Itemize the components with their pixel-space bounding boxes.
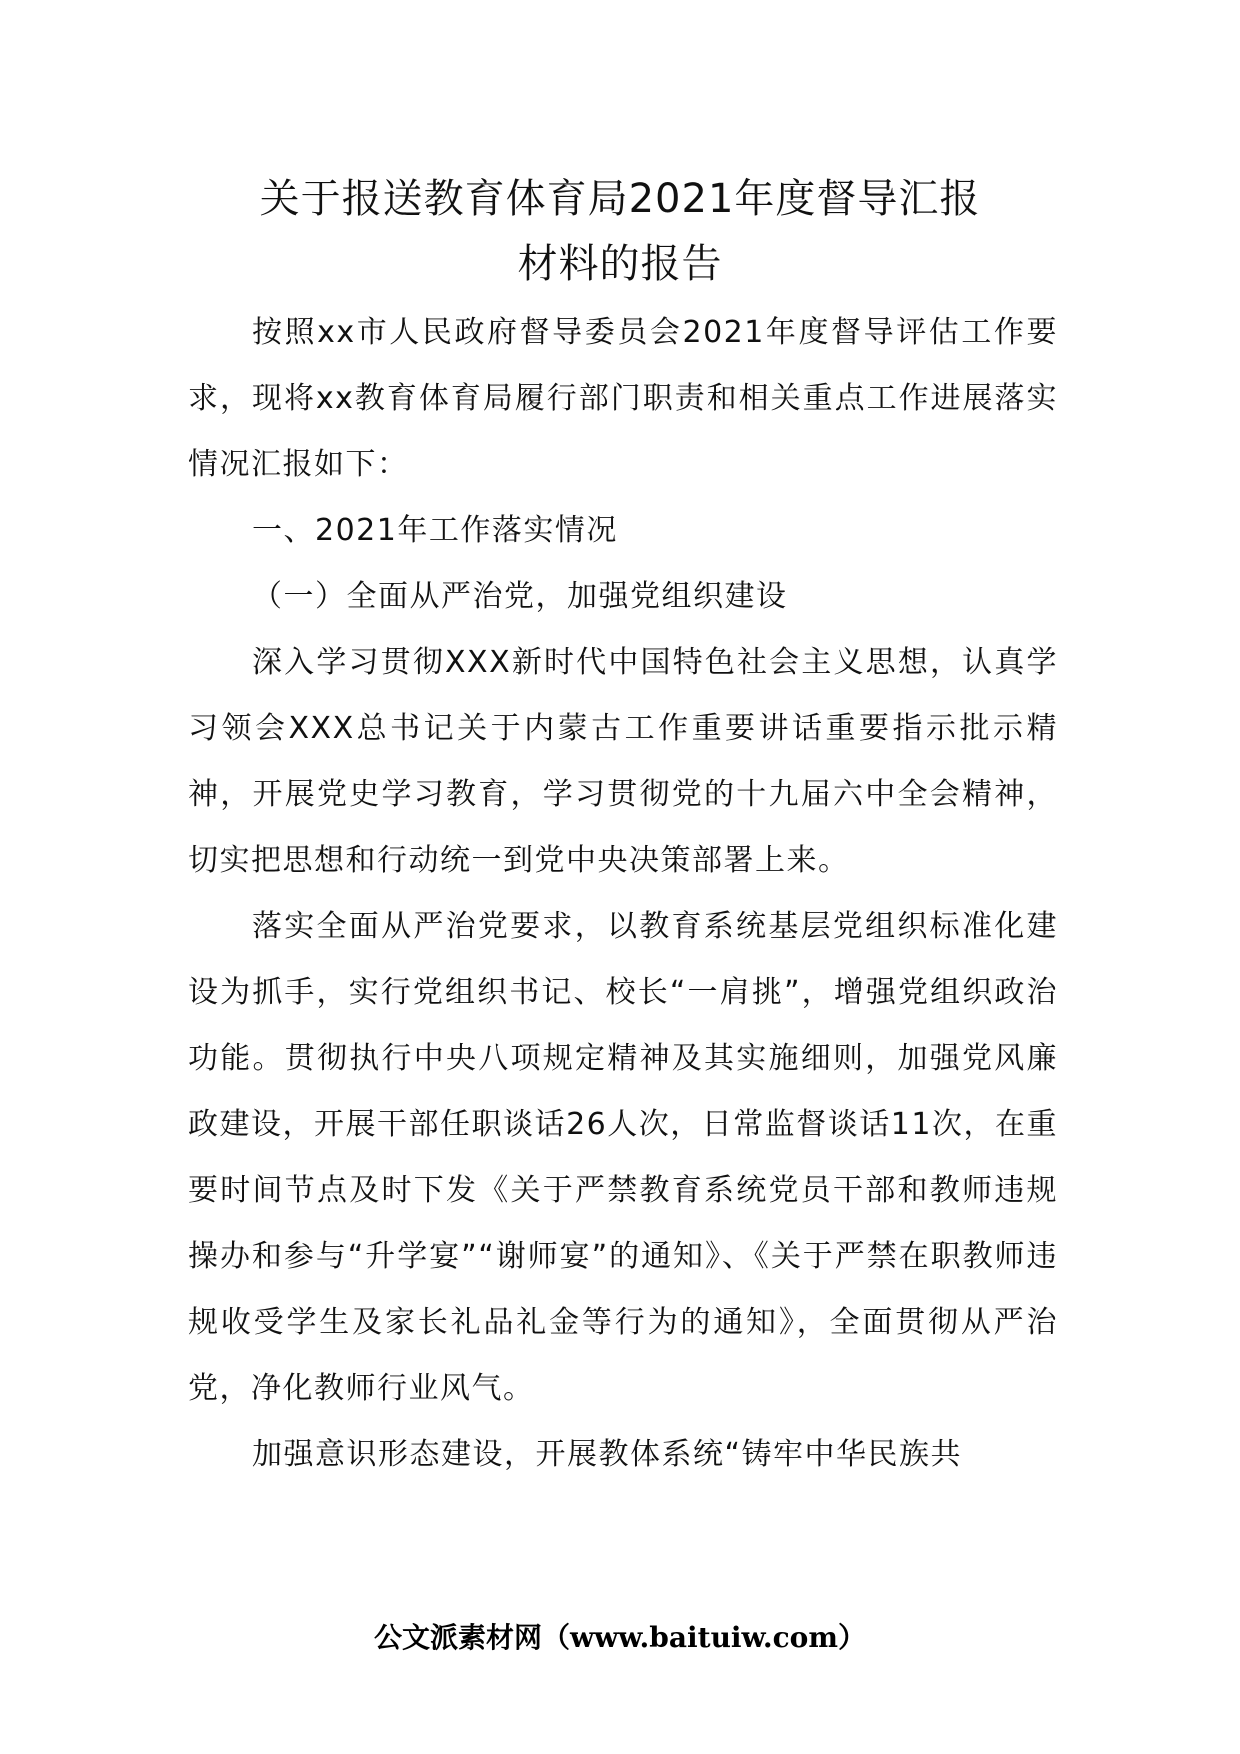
document-title-line-2: 材料的报告 xyxy=(517,241,723,287)
intro-paragraph: 按照xx市人民政府督导委员会2021年度督导评估工作要求，现将xx教育体育局履行部门职责和相关重点工作进展落实情况汇报如下： xyxy=(188,315,1058,482)
section-heading: 一、2021年工作落实情况 xyxy=(252,513,618,548)
document-body xyxy=(188,300,1058,1488)
body-paragraph: 加强意识形态建设，开展教体系统“铸牢中华民族共 xyxy=(252,1437,963,1472)
body-paragraph: 落实全面从严治党要求，以教育系统基层党组织标准化建设为抓手，实行党组织书记、校长“一肩挑”，增强党组织政治功能。贯彻执行中央八项规定精神及其实施细则，加强党风廉政建设，开展干部任职谈话26人次，日常监督谈话11次，在重要时间节点及时下发《关于严禁教育系统党员干部和教师违规操办和参与“升学宴”“谢师宴”的通知》、《关于严禁在职教师违规收受学生及家长礼品礼金等行为的通知》，全面贯彻从严治党，净化教师行业风气。 xyxy=(188,909,1058,1406)
subsection-heading: （一）全面从严治党，加强党组织建设 xyxy=(252,579,788,614)
footer-watermark-text: 公文派素材网（www.baituiw.com） xyxy=(374,1621,866,1654)
body-paragraph: 深入学习贯彻XXX新时代中国特色社会主义思想，认真学习领会XXX总书记关于内蒙古工作重要讲话重要指示批示精神，开展党史学习教育，学习贯彻党的十九届六中全会精神，切实把思想和行动统一到党中央决策部署上来。 xyxy=(188,645,1058,878)
document-title-line-1: 关于报送教育体育局2021年度督导汇报 xyxy=(259,176,981,222)
